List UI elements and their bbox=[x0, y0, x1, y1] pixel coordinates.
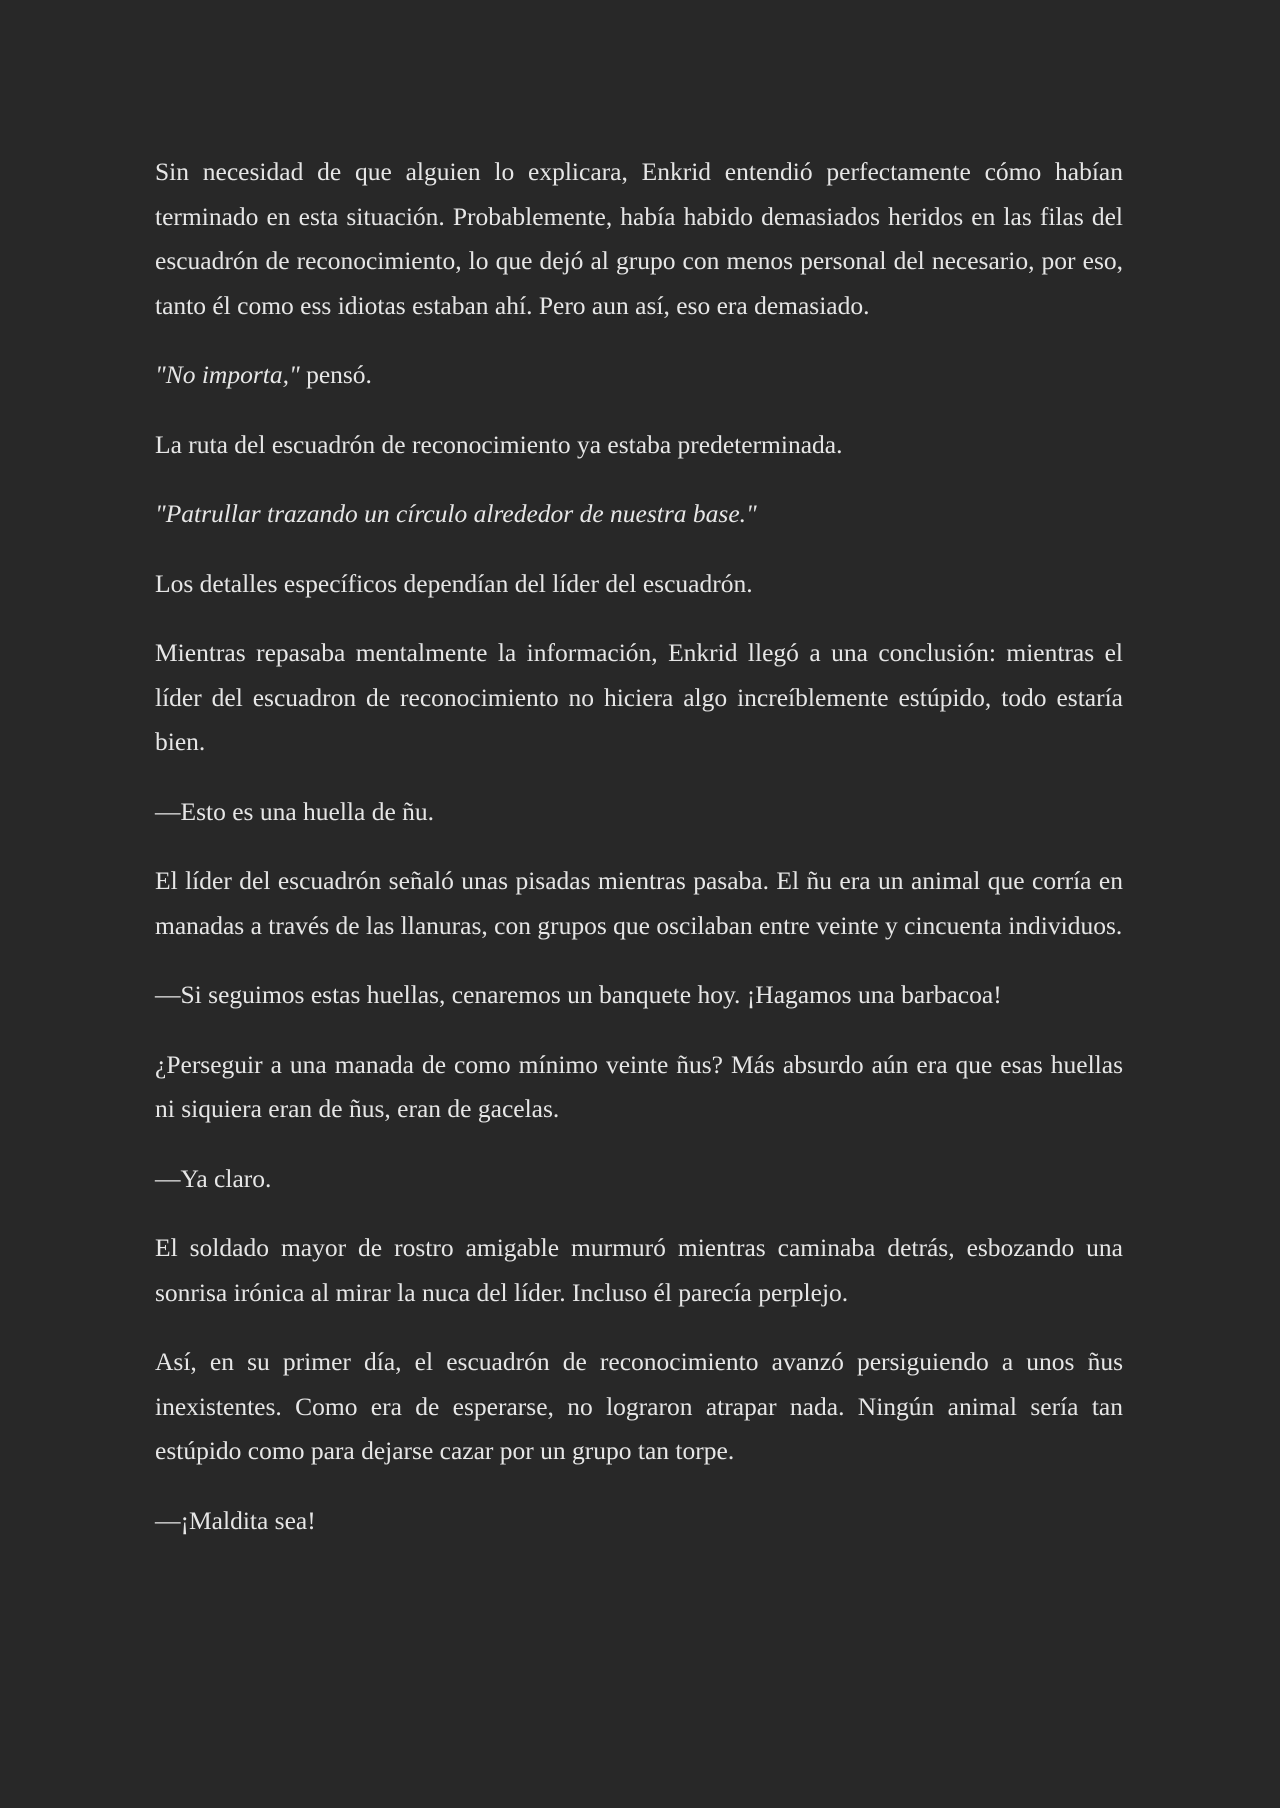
paragraph: Así, en su primer día, el escuadrón de reconocimiento avanzó persiguiendo a unos ñus inexistentes. Como era de esperarse, no lograron atrapar nada. Ningún animal sería tan estúpido como para dejarse cazar por un grupo tan torpe. bbox=[155, 1347, 1123, 1465]
italic-thought: "No importa," bbox=[155, 360, 300, 389]
italic-thought: "Patrullar trazando un círculo alrededor de nuestra base." bbox=[155, 499, 757, 528]
paragraph-thought bbox=[155, 492, 1123, 537]
paragraph: Los detalles específicos dependían del líder del escuadrón. bbox=[155, 568, 753, 598]
dialogue-line: —Esto es una huella de ñu. bbox=[155, 796, 435, 826]
dialogue-line: —¡Maldita sea! bbox=[155, 1505, 316, 1535]
paragraph-thought: "No importa," pensó. bbox=[155, 360, 372, 389]
paragraph: La ruta del escuadrón de reconocimiento ya estaba predeterminada. bbox=[155, 429, 843, 459]
chapter-text bbox=[155, 150, 1123, 1568]
dialogue-line: —Si seguimos estas huellas, cenaremos un banquete hoy. ¡Hagamos una barbacoa! bbox=[155, 980, 1002, 1009]
paragraph: ¿Perseguir a una manada de como mínimo veinte ñus? Más absurdo aún era que esas huellas ni siquiera eran de ñus, eran de gacelas. bbox=[155, 1049, 1123, 1123]
paragraph: Mientras repasaba mentalmente la información, Enkrid llegó a una conclusión: mientras el líder del escuadron de reconocimiento no hiciera algo increíblemente estúpido, todo estaría bien. bbox=[155, 638, 1123, 756]
dialogue-line: —Ya claro. bbox=[155, 1163, 272, 1193]
paragraph: El soldado mayor de rostro amigable murmuró mientras caminaba detrás, esbozando una sonrisa irónica al mirar la nuca del líder. Incluso él parecía perplejo. bbox=[155, 1233, 1123, 1307]
paragraph: El líder del escuadrón señaló unas pisadas mientras pasaba. El ñu era un animal que corría en manadas a través de las llanuras, con grupos que oscilaban entre veinte y cincuenta individuos. bbox=[155, 866, 1123, 940]
paragraph: Sin necesidad de que alguien lo explicara, Enkrid entendió perfectamente cómo habían terminado en esta situación. Probablemente, había habido demasiados heridos en las filas del escuadrón de reconocimiento, lo que dejó al grupo con menos personal del necesario, por eso, tanto él como ess idiotas estaban ahí. Pero aun así, eso era demasiado. bbox=[155, 157, 1123, 320]
